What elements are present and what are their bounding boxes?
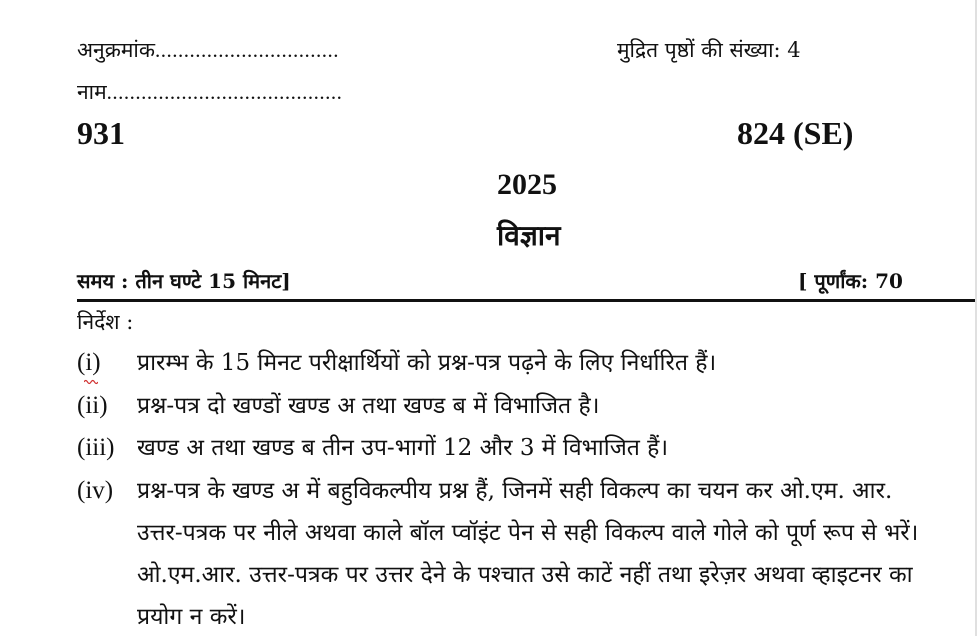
instruction-number: (iv) — [77, 477, 114, 504]
instruction-item — [77, 342, 957, 384]
instruction-item — [77, 470, 943, 638]
roll-number-field — [77, 36, 339, 64]
exam-year: 2025 — [497, 168, 557, 201]
instruction-number: (iii) — [77, 434, 115, 461]
name-dots: ......................................... — [106, 80, 343, 104]
instructions-heading: निर्देश : — [77, 310, 134, 334]
header-divider — [77, 299, 977, 302]
instruction-item — [77, 427, 957, 469]
paper-code-left: 931 — [77, 115, 125, 151]
printed-pages-count: मुद्रित पृष्ठों की संख्या: 4 — [617, 38, 801, 62]
maximum-marks: [ पूर्णांक: 70 — [798, 269, 903, 293]
instruction-text: प्रश्न-पत्र के खण्ड अ में बहुविकल्पीय प्रश्न हैं, जिनमें सही विकल्प का चयन कर ओ.एम. आर. उत्तर-पत्रक पर नीले अथवा काले बॉल प्वॉइंट पेन से सही विकल्प वाले गोले को पूर्ण रूप से भरें। ओ.एम.आर. उत्तर-पत्रक पर उत्तर देने के पश्चात उसे काटें नहीं तथा इरेज़र अथवा व्हाइटनर का प्रयोग न करें। — [137, 478, 919, 630]
instruction-item — [77, 385, 957, 427]
roll-number-label: अनुक्रमांक — [77, 38, 155, 62]
instruction-number: (i) — [77, 349, 101, 376]
instruction-text: खण्ड अ तथा खण्ड ब तीन उप-भागों 12 और 3 में विभाजित हैं। — [137, 435, 669, 461]
instruction-number: (ii) — [77, 392, 108, 419]
name-label: नाम — [77, 80, 107, 104]
paper-code-right: 824 (SE) — [737, 115, 854, 151]
name-field — [77, 78, 342, 106]
time-allowed: समय : तीन घण्टे 15 मिनट] — [77, 269, 291, 293]
instruction-text: प्रश्न-पत्र दो खण्डों खण्ड अ तथा खण्ड ब में विभाजित है। — [137, 393, 600, 419]
subject-title: विज्ञान — [497, 219, 561, 252]
instruction-text: प्रारम्भ के 15 मिनट परीक्षार्थियों को प्रश्न-पत्र पढ़ने के लिए निर्धारित हैं। — [137, 350, 717, 376]
roll-number-dots: ................................ — [154, 38, 339, 62]
